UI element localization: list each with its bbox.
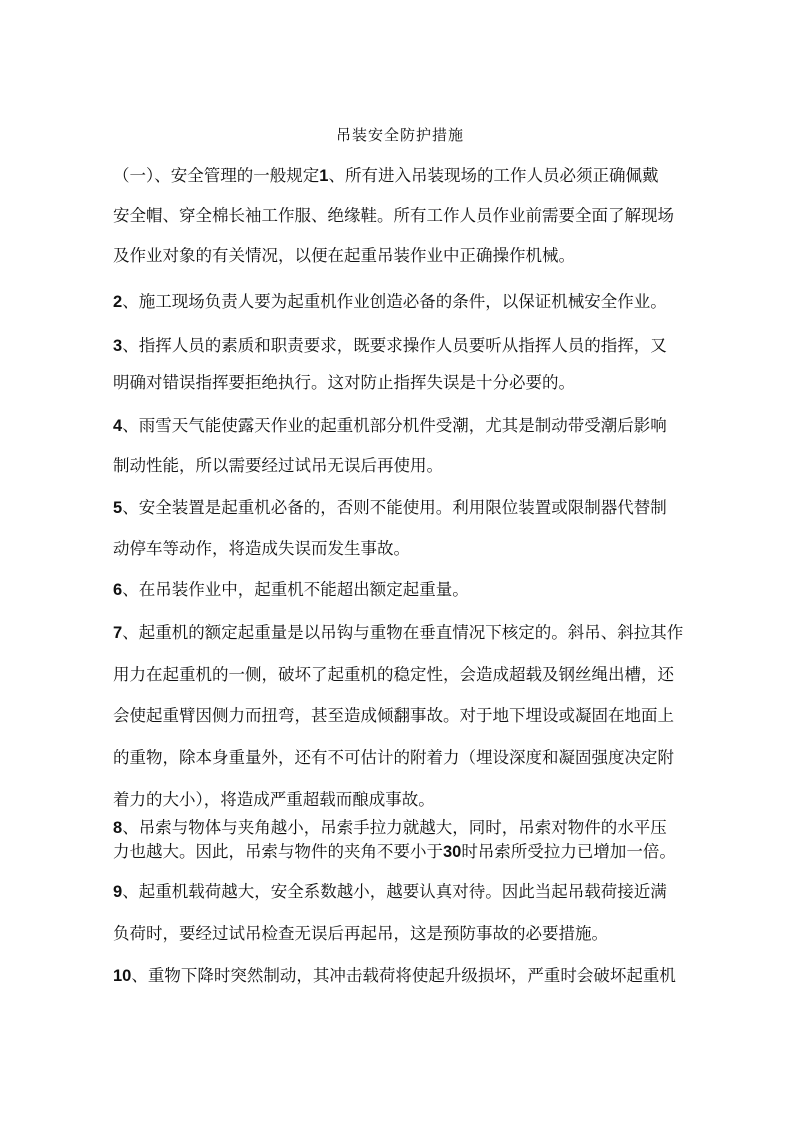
- paragraph-line: 用力在起重机的一侧，破坏了起重机的稳定性，会造成超载及钢丝绳出槽，还: [113, 665, 674, 684]
- paragraph-line: 3、指挥人员的素质和职责要求，既要求操作人员要听从指挥人员的指挥，又: [113, 336, 667, 355]
- document-title: 吊装安全防护措施: [335, 126, 464, 144]
- paragraph-line: 明确对错误指挥要拒绝执行。这对防止指挥失误是十分必要的。: [113, 373, 575, 392]
- paragraph-line: 安全帽、穿全棉长袖工作服、绝缘鞋。所有工作人员作业前需要全面了解现场: [113, 206, 674, 225]
- paragraph-line: （一）、安全管理的一般规定1、所有进入吊装现场的工作人员必须正确佩戴: [113, 166, 659, 185]
- paragraph-line: 会使起重臂因侧力而扭弯，甚至造成倾翻事故。对于地下埋设或凝固在地面上: [113, 706, 674, 725]
- paragraph-line: 4、雨雪天气能使露天作业的起重机部分机件受潮，尤其是制动带受潮后影响: [113, 416, 667, 435]
- paragraph-line: 负荷时，要经过试吊检查无误后再起吊，这是预防事故的必要措施。: [113, 924, 608, 943]
- paragraph-line: 10、重物下降时突然制动，其冲击载荷将使起升级损坏，严重时会破坏起重机: [113, 966, 676, 985]
- paragraph-line: 力也越大。因此，吊索与物件的夹角不要小于30时吊索所受拉力已增加一倍。: [113, 842, 676, 861]
- paragraph-line: 及作业对象的有关情况，以便在起重吊装作业中正确操作机械。: [113, 246, 575, 265]
- paragraph-line: 动停车等动作，将造成失误而发生事故。: [113, 539, 410, 558]
- paragraph-line: 2、施工现场负责人要为起重机作业创造必备的条件，以保证机械安全作业。: [113, 292, 667, 311]
- paragraph-line: 5、安全装置是起重机必备的，否则不能使用。利用限位装置或限制器代替制: [113, 498, 667, 517]
- paragraph-line: 9、起重机载荷越大，安全系数越小，越要认真对待。因此当起吊载荷接近满: [113, 882, 667, 901]
- paragraph-line: 的重物，除本身重量外，还有不可估计的附着力（埋设深度和凝固强度决定附: [113, 748, 674, 767]
- paragraph-line: 8、吊索与物体与夹角越小，吊索手拉力就越大，同时，吊索对物件的水平压: [113, 818, 667, 837]
- paragraph-line: 着力的大小），将造成严重超载而酿成事故。: [113, 790, 435, 809]
- paragraph-line: 6、在吊装作业中，起重机不能超出额定起重量。: [113, 580, 469, 599]
- paragraph-line: 制动性能，所以需要经过试吊无误后再使用。: [113, 456, 443, 475]
- paragraph-line: 7、起重机的额定起重量是以吊钩与重物在垂直情况下核定的。斜吊、斜拉其作: [113, 623, 684, 642]
